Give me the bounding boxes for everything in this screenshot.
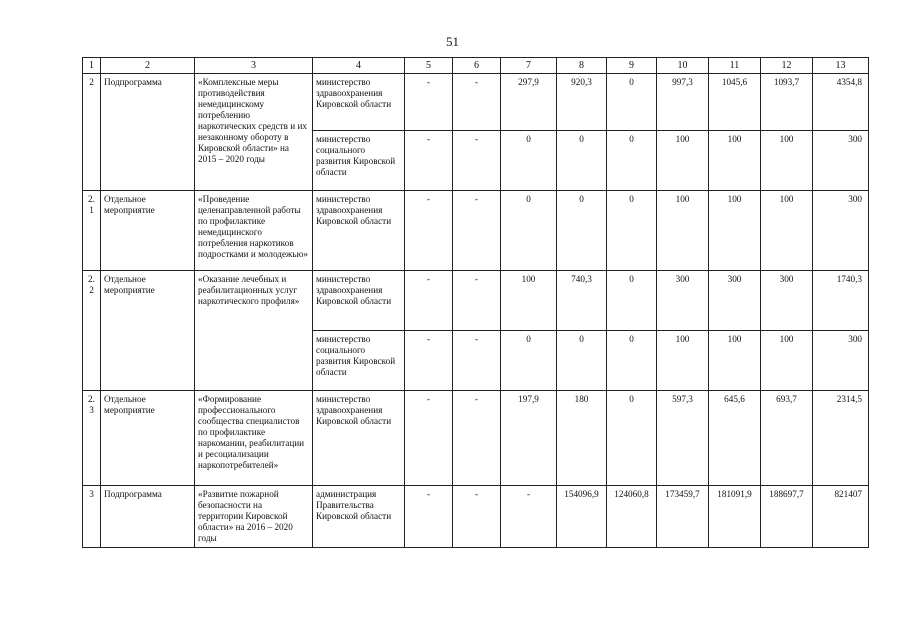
value-cell: - — [405, 391, 453, 486]
budget-table — [82, 57, 869, 548]
value-cell: 300 — [813, 331, 869, 391]
value-cell: - — [453, 331, 501, 391]
value-cell: - — [405, 191, 453, 271]
table-header-row — [83, 58, 869, 74]
value-cell: 188697,7 — [761, 486, 813, 548]
column-header: 3 — [195, 58, 313, 74]
row-title: «Развитие пожарной безопасности на территории Кировской области» на 2016 – 2020 годы — [195, 486, 313, 548]
value-cell: 297,9 — [501, 74, 557, 131]
page-number: 51 — [446, 34, 459, 49]
value-cell: 1093,7 — [761, 74, 813, 131]
row-title: «Проведение целенаправленной работы по профилактике немедицинского потребления наркотиков подростками и молодежью» — [195, 191, 313, 271]
column-header: 2 — [101, 58, 195, 74]
row-type: Подпрограмма — [101, 486, 195, 548]
value-cell: 0 — [607, 391, 657, 486]
value-cell: - — [405, 271, 453, 331]
column-header: 5 — [405, 58, 453, 74]
column-header: 4 — [313, 58, 405, 74]
value-cell: 124060,8 — [607, 486, 657, 548]
column-header: 13 — [813, 58, 869, 74]
value-cell: - — [405, 74, 453, 131]
value-cell: 645,6 — [709, 391, 761, 486]
value-cell: 0 — [607, 271, 657, 331]
value-cell: 100 — [709, 331, 761, 391]
value-cell: 1740,3 — [813, 271, 869, 331]
executor-cell: администрация Правительства Кировской области — [313, 486, 405, 548]
executor-cell: министерство здравоохранения Кировской области — [313, 74, 405, 131]
value-cell: 1045,6 — [709, 74, 761, 131]
row-type: Отдельное мероприятие — [101, 391, 195, 486]
value-cell: 740,3 — [557, 271, 607, 331]
value-cell: 173459,7 — [657, 486, 709, 548]
value-cell: 0 — [607, 331, 657, 391]
value-cell: 300 — [813, 191, 869, 271]
value-cell: - — [453, 271, 501, 331]
column-header: 8 — [557, 58, 607, 74]
row-number: 3 — [83, 486, 101, 548]
value-cell: 0 — [607, 131, 657, 191]
row-number: 2.2 — [83, 271, 101, 391]
column-header: 1 — [83, 58, 101, 74]
row-type: Подпрограмма — [101, 74, 195, 191]
table-row — [83, 391, 869, 486]
value-cell: 4354,8 — [813, 74, 869, 131]
value-cell: - — [453, 191, 501, 271]
value-cell: 693,7 — [761, 391, 813, 486]
row-type: Отдельное мероприятие — [101, 191, 195, 271]
value-cell: 300 — [709, 271, 761, 331]
value-cell: 0 — [501, 191, 557, 271]
value-cell: - — [405, 131, 453, 191]
executor-cell: министерство здравоохранения Кировской области — [313, 271, 405, 331]
table-row — [83, 486, 869, 548]
row-type: Отдельное мероприятие — [101, 271, 195, 391]
column-header: 11 — [709, 58, 761, 74]
column-header: 10 — [657, 58, 709, 74]
row-title: «Оказание лечебных и реабилитационных услуг наркотического профиля» — [195, 271, 313, 391]
column-header: 12 — [761, 58, 813, 74]
value-cell: 100 — [761, 191, 813, 271]
value-cell: - — [405, 331, 453, 391]
table-row — [83, 271, 869, 331]
row-number: 2.3 — [83, 391, 101, 486]
value-cell: 100 — [501, 271, 557, 331]
value-cell: 0 — [607, 191, 657, 271]
value-cell: - — [405, 486, 453, 548]
value-cell: - — [453, 74, 501, 131]
value-cell: 100 — [657, 131, 709, 191]
value-cell: 181091,9 — [709, 486, 761, 548]
row-number: 2.1 — [83, 191, 101, 271]
executor-cell: министерство здравоохранения Кировской области — [313, 191, 405, 271]
value-cell: 100 — [657, 191, 709, 271]
value-cell: 100 — [709, 191, 761, 271]
value-cell: 0 — [501, 331, 557, 391]
value-cell: 0 — [501, 131, 557, 191]
value-cell: 0 — [557, 331, 607, 391]
value-cell: 0 — [557, 191, 607, 271]
value-cell: - — [453, 391, 501, 486]
value-cell: 597,3 — [657, 391, 709, 486]
value-cell: 154096,9 — [557, 486, 607, 548]
executor-cell: министерство здравоохранения Кировской области — [313, 391, 405, 486]
executor-cell: министерство социального развития Кировской области — [313, 331, 405, 391]
table-row — [83, 191, 869, 271]
value-cell: 920,3 — [557, 74, 607, 131]
value-cell: - — [453, 486, 501, 548]
value-cell: 997,3 — [657, 74, 709, 131]
row-title: «Комплексные меры противодействия немедицинскому потреблению наркотических средств и их незаконному обороту в Кировской области» на 2015 – 2020 годы — [195, 74, 313, 191]
value-cell: 180 — [557, 391, 607, 486]
value-cell: 100 — [657, 331, 709, 391]
column-header: 6 — [453, 58, 501, 74]
value-cell: 2314,5 — [813, 391, 869, 486]
value-cell: 197,9 — [501, 391, 557, 486]
value-cell: - — [501, 486, 557, 548]
value-cell: 300 — [813, 131, 869, 191]
value-cell: 300 — [657, 271, 709, 331]
row-number: 2 — [83, 74, 101, 191]
value-cell: 0 — [557, 131, 607, 191]
value-cell: 821407 — [813, 486, 869, 548]
value-cell: 100 — [761, 131, 813, 191]
value-cell: - — [453, 131, 501, 191]
column-header: 9 — [607, 58, 657, 74]
row-title: «Формирование профессионального сообщества специалистов по профилактике наркомании, реабилитации и ресоциализации наркопотребителей» — [195, 391, 313, 486]
value-cell: 100 — [761, 331, 813, 391]
column-header: 7 — [501, 58, 557, 74]
executor-cell: министерство социального развития Кировской области — [313, 131, 405, 191]
value-cell: 0 — [607, 74, 657, 131]
table-row — [83, 74, 869, 131]
value-cell: 100 — [709, 131, 761, 191]
value-cell: 300 — [761, 271, 813, 331]
